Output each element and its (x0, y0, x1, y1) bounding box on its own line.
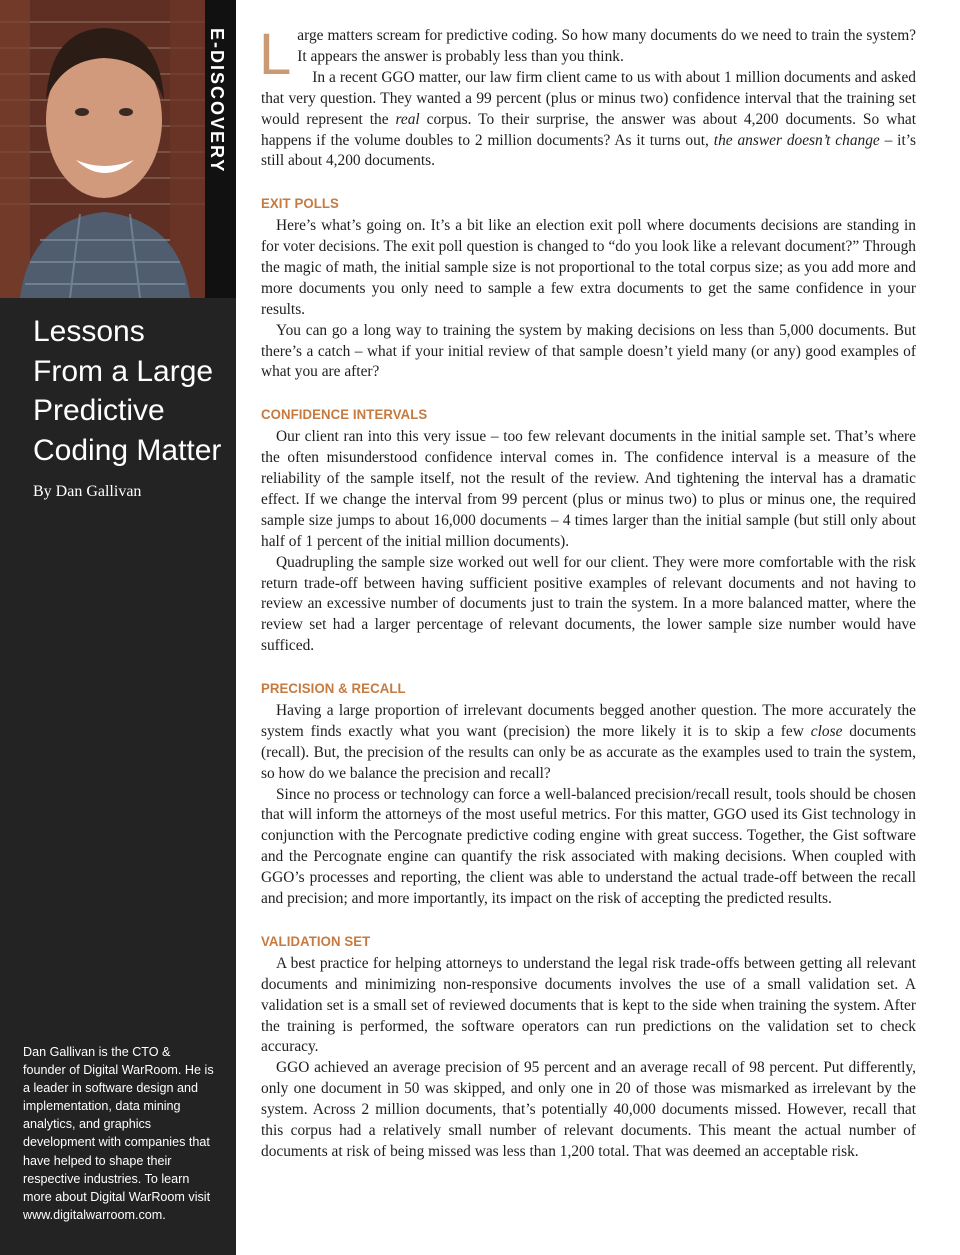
author-photo (0, 0, 205, 298)
headline-line: Coding Matter (33, 433, 222, 467)
sidebar (0, 0, 236, 1255)
text-run: Having a large proportion of irrelevant documents begged another question. The more accurately the system finds exactly what you want (precision) the more likely it is to skip a few (261, 701, 916, 740)
paragraph: Quadrupling the sample size worked out well for our client. They were more comfortable with the risk return trade-off between having sufficient positive examples of relevant documents and not having to review an excessive number of documents just to train the system. In a more balanced matter, where the review set had a larger percentage of relevant documents, the lower sample size number would have sufficed. (261, 553, 916, 655)
drop-cap: L (259, 22, 292, 87)
paragraph: Here’s what’s going on. It’s a bit like an election exit poll where documents decisions are standing in for voter decisions. The exit poll question is changed to “do you look like a relevant document?” Through the magic of math, the initial sample size is not proportional to the total corpus size; as you add more and more documents you only need to sample a few extra documents to get the same confidence in your results. (261, 217, 916, 318)
text-run: corpus. To their surprise, the answer was about 4,200 documents. So what happens if the volume doubles to 2 million documents? As it turns out, (261, 110, 916, 149)
article-headline (33, 312, 228, 470)
text-run: – it’s still about 4,200 documents. (261, 131, 916, 170)
section-heading-validation-set: VALIDATION SET (261, 933, 371, 950)
paragraph: Our client ran into this very issue – too few relevant documents in the initial sample set. That’s where the often misunderstood confidence interval comes in. The confidence interval is a measure of the reliability of the sample itself, not the result of the review. And tightening the interval has a dramatic effect. If we change the interval from 99 percent (plus or minus two) to plus or minus one, the required sample size jumps to about 16,000 documents – 4 times larger than the initial sample (but still only about half of 1 percent of the initial million documents). (261, 428, 916, 550)
paragraph: GGO achieved an average precision of 95 percent and an average recall of 98 percent. Put differently, only one document in 50 was skipped, and only one in 20 of those was mismarked as irrelevant by the system. Across 2 million documents, that’s potentially 40,000 documents missed. However, recall that this corpus had a relatively small number of relevant documents. This meant the actual number of documents at risk of being missed was less than 1,200 total. That was deemed an acceptable risk. (261, 1059, 916, 1160)
headline-line: From a Large (33, 354, 214, 388)
text-run: In a recent GGO matter, our law firm client came to us with about 1 million documents and asked that very question. They wanted a 99 percent (plus or minus two) confidence interval that the training set would represent the (261, 68, 916, 128)
section-heading-confidence-intervals: CONFIDENCE INTERVALS (261, 407, 428, 424)
headline-line: Predictive (33, 394, 165, 427)
paragraph: Since no process or technology can force a well-balanced precision/recall result, tools should be chosen that will inform the attorneys of the most useful metrics. For this matter, GGO used its Gist technology in conjunction with the Percognate predictive coding engine with great success. Together, the Gist software and the Percognate engine can quantify the risk associated with making decisions. When coupled with GGO’s processes and reporting, the client was able to understand the actual trade-off between the recall and precision; and more importantly, its impact on the risk of accepting the predicted results. (261, 785, 916, 908)
emphasis: the answer doesn’t change (713, 131, 880, 149)
intro-text: arge matters scream for predictive coding. So how many documents do we need to train the system? It appears the answer is probably less than you think. (297, 27, 916, 65)
author-bio: Dan Gallivan is the CTO & founder of Digital WarRoom. He is a leader in software design and implementation, data mining analytics, and graphics development with companies that have helped to shape their respective industries. To learn more about Digital WarRoom visit www.digitalwarroom.com. (23, 1045, 214, 1222)
section-heading-exit-polls: EXIT POLLS (261, 196, 339, 213)
paragraph: A best practice for helping attorneys to understand the legal risk trade-offs between getting all relevant documents and minimizing non-responsive documents involves the use of a small validation set. A validation set is a small set of reviewed documents that is kept to the side when training the system. After the training is performed, the software operators can run predictions on the validation set to check accuracy. (261, 954, 916, 1056)
emphasis: real (395, 110, 420, 128)
paragraph: You can go a long way to training the system by making decisions on less than 5,000 documents. But there’s a catch – what if your initial review of that sample doesn’t yield many (or any) good examples of what you are after? (261, 321, 916, 381)
section-tag: E-DISCOVERY (207, 28, 227, 174)
paragraph (261, 701, 916, 785)
byline: By Dan Gallivan (33, 483, 142, 500)
text-run: documents (recall). But, the precision of the results can only be as accurate as the examples used to train the system, so how do we balance the precision and recall? (261, 722, 916, 782)
article-body (259, 22, 916, 1163)
intro-paragraph (259, 22, 916, 87)
author-portrait-image (0, 0, 205, 298)
intro-paragraph-2 (261, 68, 916, 173)
headline-line: Lessons (33, 315, 145, 348)
section-heading-precision-recall: PRECISION & RECALL (261, 680, 406, 697)
emphasis: close (810, 722, 843, 740)
